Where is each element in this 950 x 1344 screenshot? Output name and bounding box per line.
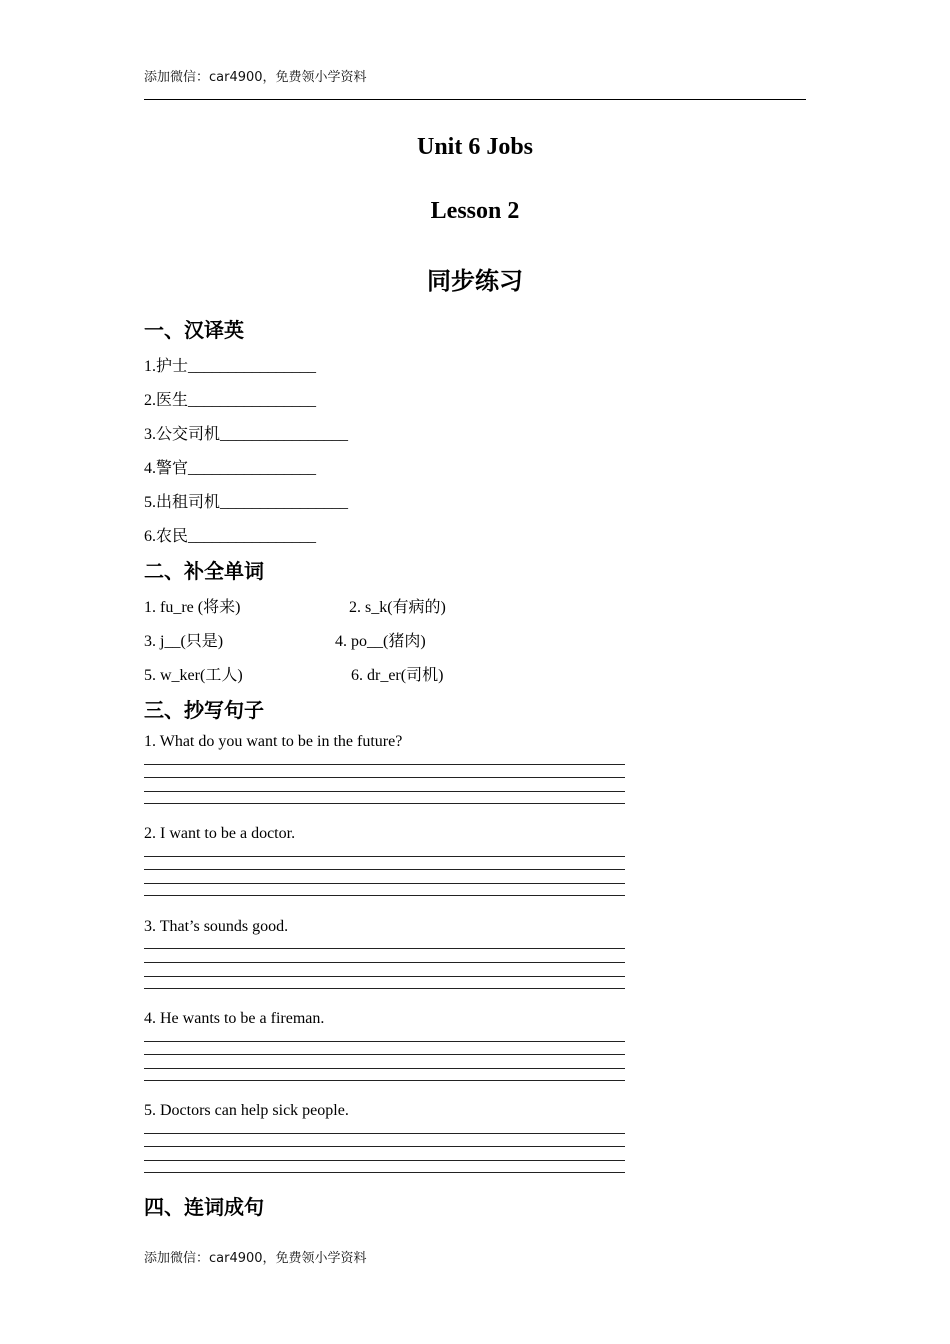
writing-line	[144, 1146, 625, 1147]
writing-line	[144, 1041, 625, 1042]
word-item-5: 5. w_ker(工人)	[144, 667, 243, 684]
translate-item-6: 6.农民________________	[144, 528, 317, 545]
writing-line	[144, 803, 625, 804]
section-heading-word-order: 四、连词成句	[144, 1195, 264, 1219]
writing-line	[144, 1172, 625, 1173]
writing-line	[144, 976, 625, 977]
translate-item-3: 3.公交司机________________	[144, 426, 349, 443]
writing-line	[144, 988, 625, 989]
translate-item-4: 4.警官________________	[144, 460, 317, 477]
lesson-title: Lesson 2	[430, 198, 520, 224]
word-item-6: 6. dr_er(司机)	[351, 667, 444, 684]
page-header: 添加微信：car4900，免费领小学资料	[144, 70, 367, 85]
translate-item-5: 5.出租司机________________	[144, 494, 349, 511]
writing-line	[144, 1068, 625, 1069]
translate-item-2: 2.医生________________	[144, 392, 317, 409]
writing-line	[144, 1133, 625, 1134]
writing-line	[144, 791, 625, 792]
word-item-1: 1. fu_re (将来)	[144, 599, 241, 616]
section-heading-copy-sentences: 三、抄写句子	[144, 698, 264, 722]
page-footer: 添加微信：car4900，免费领小学资料	[144, 1251, 367, 1266]
copy-sentence-5: 5. Doctors can help sick people.	[144, 1102, 349, 1119]
writing-line	[144, 856, 625, 857]
writing-line	[144, 962, 625, 963]
writing-line	[144, 869, 625, 870]
copy-sentence-3: 3. That’s sounds good.	[144, 918, 289, 935]
writing-line	[144, 1080, 625, 1081]
translate-item-1: 1.护士________________	[144, 358, 317, 375]
copy-sentence-1: 1. What do you want to be in the future?	[144, 733, 403, 750]
writing-line	[144, 777, 625, 778]
word-item-4: 4. po__(猪肉)	[335, 633, 426, 650]
writing-line	[144, 764, 625, 765]
word-item-2: 2. s_k(有病的)	[349, 599, 446, 616]
copy-sentence-2: 2. I want to be a doctor.	[144, 825, 296, 842]
copy-sentence-4: 4. He wants to be a fireman.	[144, 1010, 325, 1027]
writing-line	[144, 1160, 625, 1161]
page-title: Unit 6 Jobs	[416, 134, 534, 160]
writing-line	[144, 895, 625, 896]
writing-line	[144, 948, 625, 949]
page-subtitle: 同步练习	[427, 267, 523, 295]
section-heading-complete-words: 二、补全单词	[144, 559, 264, 583]
word-item-3: 3. j__(只是)	[144, 633, 224, 650]
section-heading-translate: 一、汉译英	[144, 318, 244, 342]
writing-line	[144, 1054, 625, 1055]
writing-line	[144, 883, 625, 884]
header-rule	[144, 99, 806, 100]
